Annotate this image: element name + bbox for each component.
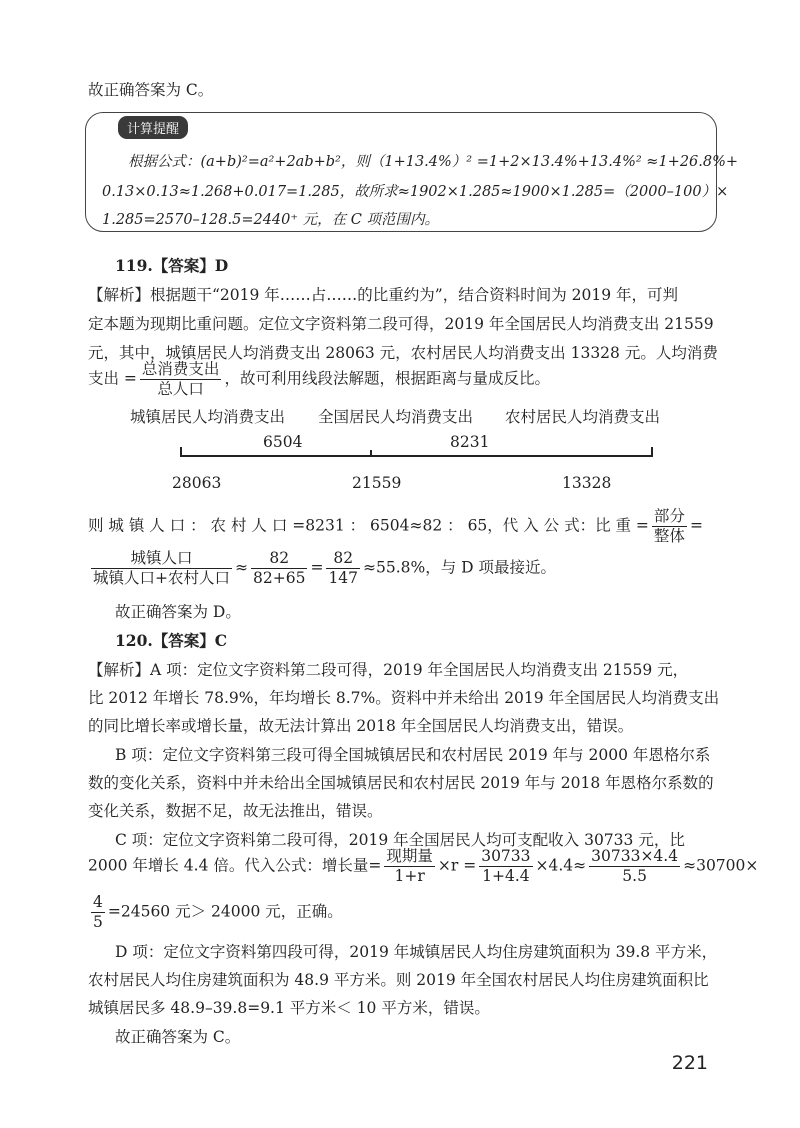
diagram-label-rural: 农村居民人均消费支出 — [505, 408, 661, 426]
fraction-numerator: 30733 — [481, 847, 531, 865]
q120-b-line-1: B 项：定位文字资料第三段可得全国城镇居民和农村居民 2019 年与 2000 年恩格尔系 — [115, 746, 711, 764]
fraction-30733-over-5-4 — [479, 847, 532, 886]
q119-para-4 — [88, 360, 550, 399]
q120-heading: 120.【答案】C — [115, 631, 228, 650]
fraction-denominator: 5.5 — [622, 867, 647, 885]
diagram-label-urban: 城镇居民人均消费支出 — [130, 408, 286, 426]
fraction-numerator: 总消费支出 — [141, 360, 220, 378]
q119-para-6-post: ≈55.8%，与 D 项最接近。 — [363, 558, 557, 577]
diagram-value-mid: 21559 — [352, 474, 402, 492]
q120-d-line-2: 农村居民人均住房建筑面积为 48.9 平方米。则 2019 年全国农村居民人均住房建筑面积比 — [88, 971, 709, 989]
diagram-line — [180, 455, 652, 457]
q119-para-2: 定本题为现期比重问题。定位文字资料第二段可得，2019 年全国居民人均消费支出 21559 — [88, 315, 714, 333]
q119-para-4-post: ，故可利用线段法解题，根据距离与量成反比。 — [224, 369, 550, 388]
top-answer: 故正确答案为 C。 — [88, 81, 214, 99]
diagram-value-right: 13328 — [562, 474, 612, 492]
fraction-numerator: 4 — [93, 893, 103, 911]
diagram-label-national: 全国居民人均消费支出 — [318, 408, 474, 426]
fraction-denominator: 总人口 — [157, 380, 204, 398]
fraction-numerator: 城镇人口 — [91, 549, 232, 569]
fraction-denominator: 1+r — [394, 867, 425, 885]
page-number: 221 — [671, 1052, 708, 1074]
approx-sign: ≈ — [235, 558, 248, 577]
fraction-total-spend — [140, 360, 222, 399]
tip-line-1: 根据公式：(a+b)²=a²+2ab+b²，则（1+13.4%）² =1+2×13.4%+13.4%² ≈1+26.8%+ — [128, 154, 739, 170]
fraction-denominator: 整体 — [653, 527, 685, 545]
q120-c-line-2-pre: 2000 年增长 4.4 倍。代入公式：增长量= — [88, 856, 382, 875]
fraction-denominator: 1+4.4 — [482, 867, 530, 885]
diagram-tick-left — [180, 447, 182, 457]
q120-c-mid-1: ×r = — [437, 856, 477, 875]
diagram-value-left: 28063 — [172, 474, 222, 492]
diagram-tick-right — [651, 447, 653, 457]
fraction-current-over-growth — [384, 847, 435, 886]
q119-para-5-post: = — [689, 516, 703, 535]
q120-c-line-3 — [88, 893, 343, 932]
fraction-product-over-5-5 — [589, 847, 680, 886]
q119-para-6 — [88, 549, 556, 588]
fraction-4-over-5 — [91, 893, 105, 932]
q119-para-1: 【解析】根据题干“2019 年……占……的比重约为”，结合资料时间为 2019 年，可判 — [88, 286, 679, 304]
fraction-numerator: 82 — [251, 549, 307, 569]
tip-line-3: 1.285=2570–128.5=2440⁺ 元，在 C 项范围内。 — [102, 212, 439, 228]
q120-d-line-3: 城镇居民多 48.9–39.8=9.1 平方米＜ 10 平方米，错误。 — [88, 999, 490, 1017]
q120-a-line-1: 【解析】A 项：定位文字资料第二段可得，2019 年全国居民人均消费支出 21559 元， — [88, 661, 689, 679]
tip-line-2: 0.13×0.13≈1.268+0.017=1.285，故所求≈1902×1.285≈1900×1.285=（2000–100）× — [102, 184, 729, 200]
fraction-82-over-147 — [326, 549, 360, 588]
q119-para-3: 元，其中，城镇居民人均消费支出 28063 元，农村居民人均消费支出 13328 元。人均消费 — [88, 344, 718, 362]
q120-a-line-3: 的同比增长率或增长量，故无法计算出 2018 年全国居民人均消费支出，错误。 — [88, 717, 634, 735]
fraction-denominator: 城镇人口+农村人口 — [93, 569, 230, 587]
q120-b-line-3: 变化关系，数据不足，故无法推出，错误。 — [88, 802, 383, 820]
q119-para-4-pre: 支出 = — [88, 369, 137, 388]
q120-answer: 故正确答案为 C。 — [115, 1028, 241, 1046]
diagram-distance-left: 6504 — [263, 433, 303, 451]
diagram-tick-mid — [370, 450, 372, 456]
fraction-urban-ratio — [91, 549, 232, 588]
fraction-denominator: 147 — [328, 569, 359, 587]
q120-d-line-1: D 项：定位文字资料第四段可得，2019 年城镇居民人均住房建筑面积为 39.8 平方米， — [115, 943, 718, 961]
q120-c-line-1: C 项：定位文字资料第二段可得，2019 年全国居民人均可支配收入 30733 元，比 — [115, 831, 685, 849]
q120-b-line-2: 数的变化关系，资料中并未给出全国城镇居民和农村居民 2019 年与 2018 年恩格尔系数的 — [88, 774, 714, 792]
q119-para-5-pre: 则 城 镇 人 口 ： 农 村 人 口 =8231 ： 6504≈82 ： 65，代 入 公 式：比 重 = — [88, 516, 649, 535]
q120-a-line-2: 比 2012 年增长 78.9%，年均增长 8.7%。资料中并未给出 2019 年全国居民人均消费支出 — [88, 689, 720, 707]
fraction-denominator: 5 — [93, 913, 103, 931]
fraction-part-whole — [652, 507, 687, 546]
fraction-82-over-sum — [251, 549, 307, 588]
q120-c-line-2 — [88, 847, 758, 886]
fraction-numerator: 30733×4.4 — [591, 847, 679, 865]
fraction-numerator: 82 — [326, 549, 360, 569]
q119-answer: 故正确答案为 D。 — [115, 603, 241, 621]
fraction-denominator: 82+65 — [253, 569, 306, 587]
q119-para-5 — [88, 507, 703, 546]
q120-c-line-2-post: ≈30700× — [683, 856, 759, 875]
equals-sign: = — [310, 558, 324, 577]
q120-c-line-3-post: =24560 元＞ 24000 元，正确。 — [107, 902, 343, 921]
fraction-numerator: 部分 — [653, 507, 685, 525]
calc-tip-label: 计算提醒 — [118, 116, 188, 139]
q120-c-mid-2: ×4.4≈ — [535, 856, 587, 875]
fraction-numerator: 现期量 — [386, 847, 433, 865]
q119-heading: 119.【答案】D — [115, 256, 229, 275]
diagram-distance-right: 8231 — [450, 433, 490, 451]
